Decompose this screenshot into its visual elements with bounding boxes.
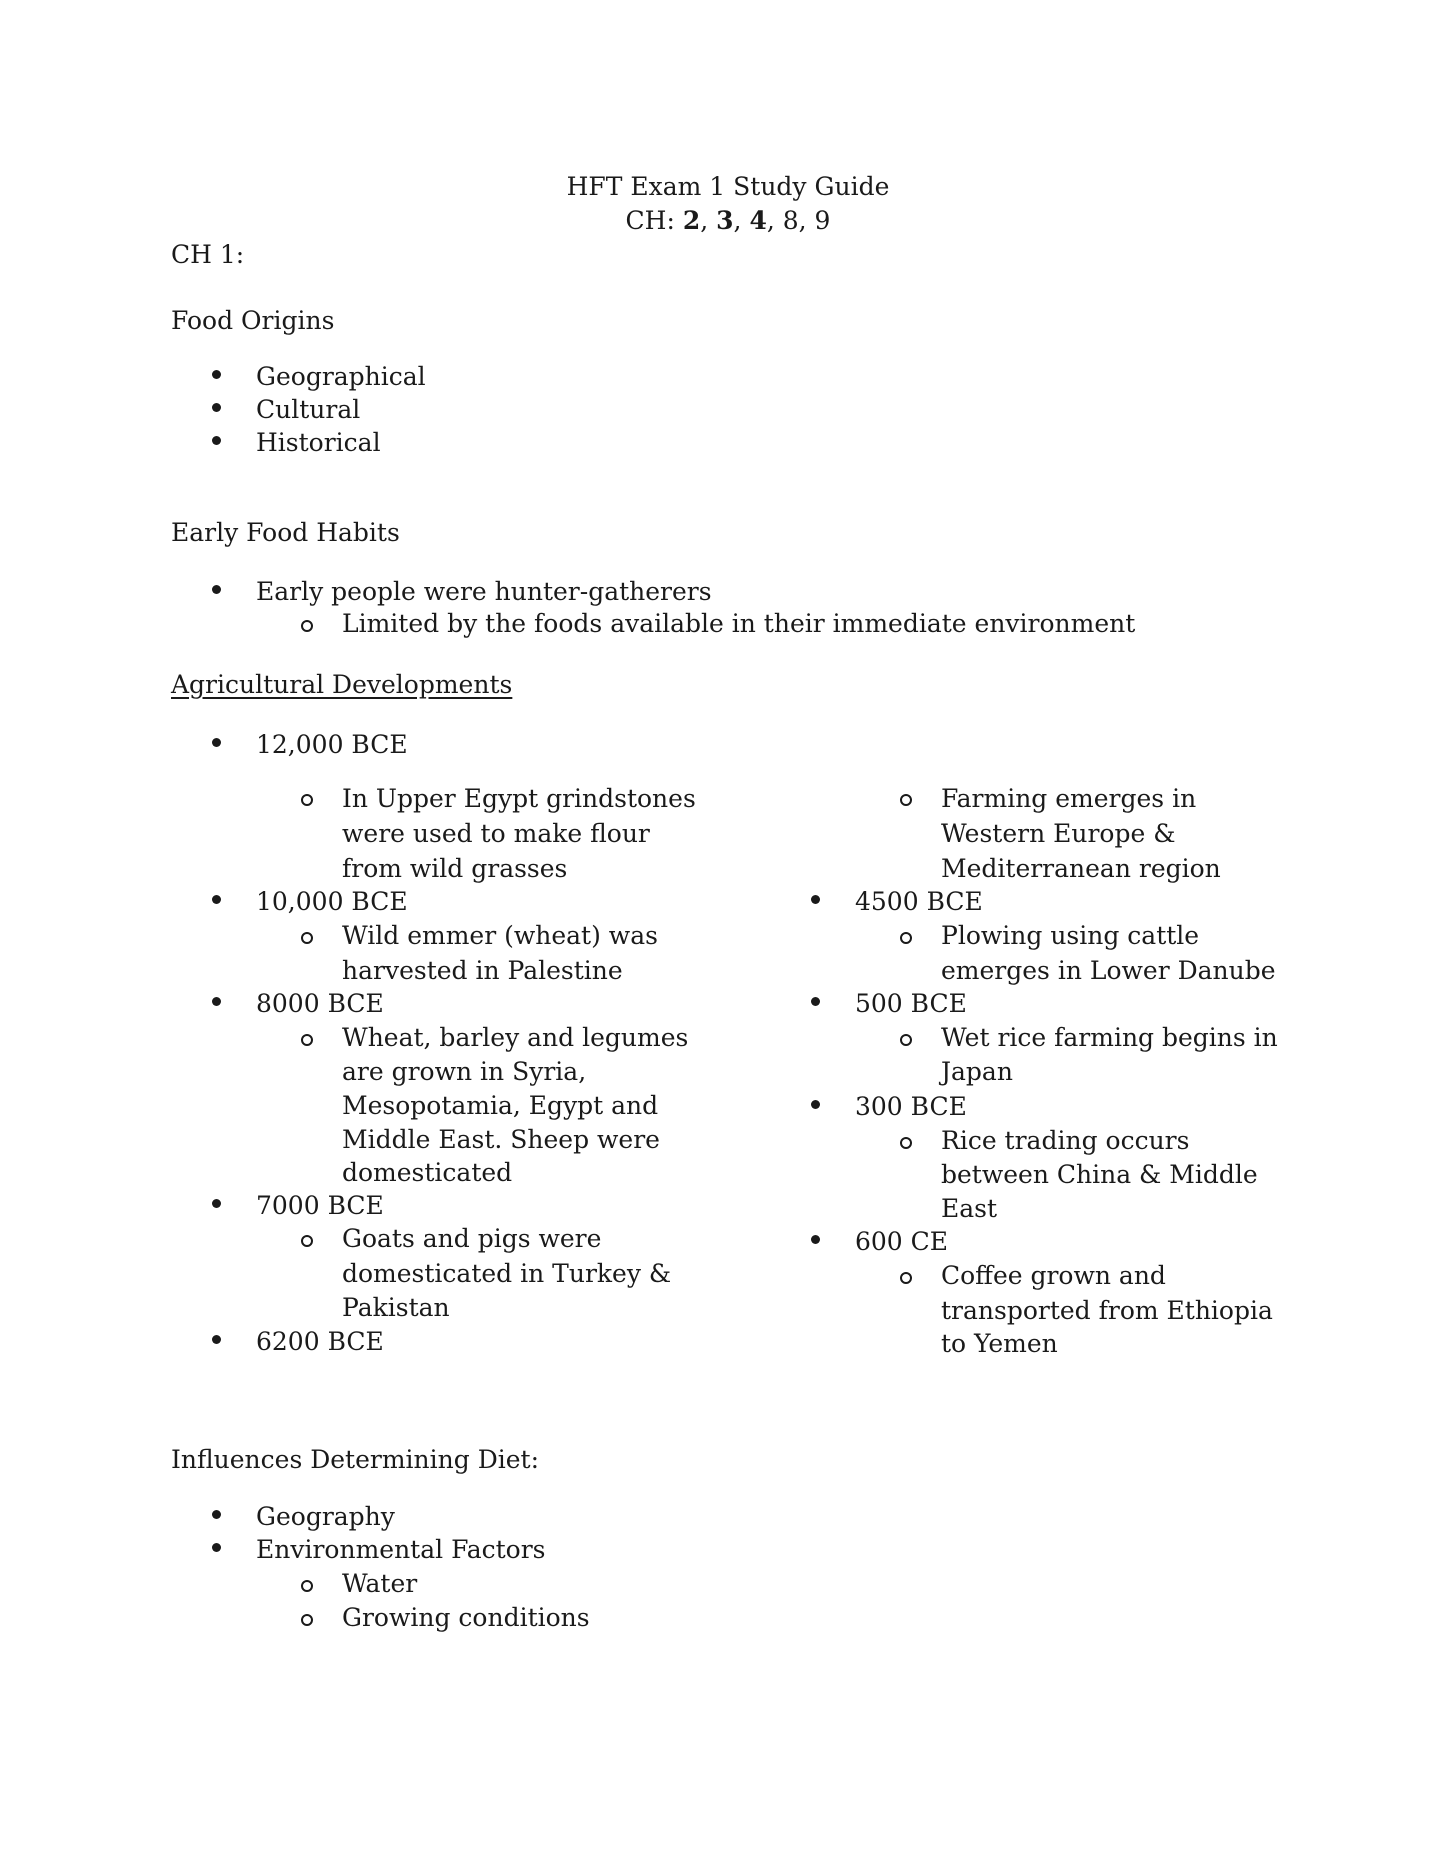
bullet-icon xyxy=(212,1199,226,1213)
timeline-detail: Rice trading occurs xyxy=(941,1126,1190,1155)
bullet-icon xyxy=(212,997,226,1011)
timeline-detail: to Yemen xyxy=(941,1329,1058,1358)
sub-bullet-icon xyxy=(900,1272,914,1286)
timeline-detail: Goats and pigs were xyxy=(342,1224,602,1253)
bullet-icon xyxy=(811,1100,825,1114)
timeline-detail: domesticated xyxy=(342,1158,513,1187)
timeline-date: 10,000 BCE xyxy=(256,887,408,916)
sub-bullet-icon xyxy=(301,1034,315,1048)
bullet-icon xyxy=(212,370,226,384)
bullet-icon xyxy=(811,1235,825,1249)
timeline-detail: Farming emerges in xyxy=(941,784,1197,813)
bullet-icon xyxy=(212,1510,226,1524)
food-origins-heading: Food Origins xyxy=(171,306,335,335)
chapter-2: 2 xyxy=(682,206,701,235)
timeline-detail: transported from Ethiopia xyxy=(941,1296,1273,1325)
comma: , xyxy=(700,206,717,235)
bullet-icon xyxy=(212,436,226,450)
list-item: Early people were hunter-gatherers xyxy=(256,577,712,606)
bullet-icon xyxy=(212,895,226,909)
bullet-icon xyxy=(212,1543,226,1557)
bullet-icon xyxy=(212,403,226,417)
list-item: Historical xyxy=(256,428,381,457)
timeline-detail: from wild grasses xyxy=(342,854,568,883)
chapter-3: 3 xyxy=(716,206,734,235)
timeline-date: 6200 BCE xyxy=(256,1327,384,1356)
timeline-detail: Coffee grown and xyxy=(941,1261,1166,1290)
agricultural-developments-heading: Agricultural Developments xyxy=(171,670,513,699)
sub-bullet-icon xyxy=(301,1235,315,1249)
list-item: Geographical xyxy=(256,362,426,391)
bullet-icon xyxy=(811,895,825,909)
bullet-icon xyxy=(212,585,226,599)
timeline-date: 600 CE xyxy=(855,1227,949,1256)
timeline-detail: were used to make flour xyxy=(342,819,650,848)
sub-list-item: Limited by the foods available in their immediate environment xyxy=(342,609,1136,638)
chapters-prefix: CH: xyxy=(625,206,683,235)
sub-bullet-icon xyxy=(301,794,315,808)
timeline-detail: Wet rice farming begins in xyxy=(941,1023,1278,1052)
early-food-habits-heading: Early Food Habits xyxy=(171,518,400,547)
sub-bullet-icon xyxy=(900,1034,914,1048)
timeline-detail: emerges in Lower Danube xyxy=(941,956,1276,985)
list-item: Geography xyxy=(256,1502,395,1531)
timeline-date: 8000 BCE xyxy=(256,989,384,1018)
timeline-date: 4500 BCE xyxy=(855,887,983,916)
comma: , xyxy=(733,206,750,235)
sub-bullet-icon xyxy=(301,1580,315,1594)
sub-bullet-icon xyxy=(301,620,315,634)
timeline-detail: Mesopotamia, Egypt and xyxy=(342,1091,659,1120)
sub-list-item: Water xyxy=(342,1569,418,1598)
timeline-date: 7000 BCE xyxy=(256,1191,384,1220)
sub-bullet-icon xyxy=(900,794,914,808)
timeline-date: 12,000 BCE xyxy=(256,730,408,759)
timeline-detail: Japan xyxy=(941,1057,1013,1086)
timeline-detail: Pakistan xyxy=(342,1293,450,1322)
timeline-detail: East xyxy=(941,1194,998,1223)
bullet-icon xyxy=(212,1335,226,1349)
sub-bullet-icon xyxy=(900,932,914,946)
chapter-4: 4 xyxy=(749,206,767,235)
timeline-detail: domesticated in Turkey & xyxy=(342,1259,672,1288)
ch1-label: CH 1: xyxy=(171,240,245,269)
timeline-detail: Wild emmer (wheat) was xyxy=(342,921,658,950)
bullet-icon xyxy=(212,738,226,752)
chapters-line xyxy=(0,204,1456,238)
timeline-detail: Wheat, barley and legumes xyxy=(342,1023,689,1052)
list-item: Environmental Factors xyxy=(256,1535,546,1564)
timeline-detail: Mediterranean region xyxy=(941,854,1221,883)
timeline-detail: Plowing using cattle xyxy=(941,921,1200,950)
chapters-rest: , 8, 9 xyxy=(766,206,831,235)
sub-bullet-icon xyxy=(301,932,315,946)
timeline-date: 500 BCE xyxy=(855,989,967,1018)
timeline-detail: Middle East. Sheep were xyxy=(342,1125,660,1154)
sub-bullet-icon xyxy=(301,1614,315,1628)
sub-list-item: Growing conditions xyxy=(342,1603,590,1632)
page-title: HFT Exam 1 Study Guide xyxy=(566,172,890,201)
timeline-date: 300 BCE xyxy=(855,1092,967,1121)
timeline-detail: Western Europe & xyxy=(941,819,1176,848)
timeline-detail: In Upper Egypt grindstones xyxy=(342,784,696,813)
list-item: Cultural xyxy=(256,395,361,424)
influences-heading: Influences Determining Diet: xyxy=(171,1445,540,1474)
timeline-detail: between China & Middle xyxy=(941,1160,1258,1189)
bullet-icon xyxy=(811,997,825,1011)
timeline-detail: are grown in Syria, xyxy=(342,1057,587,1086)
sub-bullet-icon xyxy=(900,1137,914,1151)
timeline-detail: harvested in Palestine xyxy=(342,956,623,985)
